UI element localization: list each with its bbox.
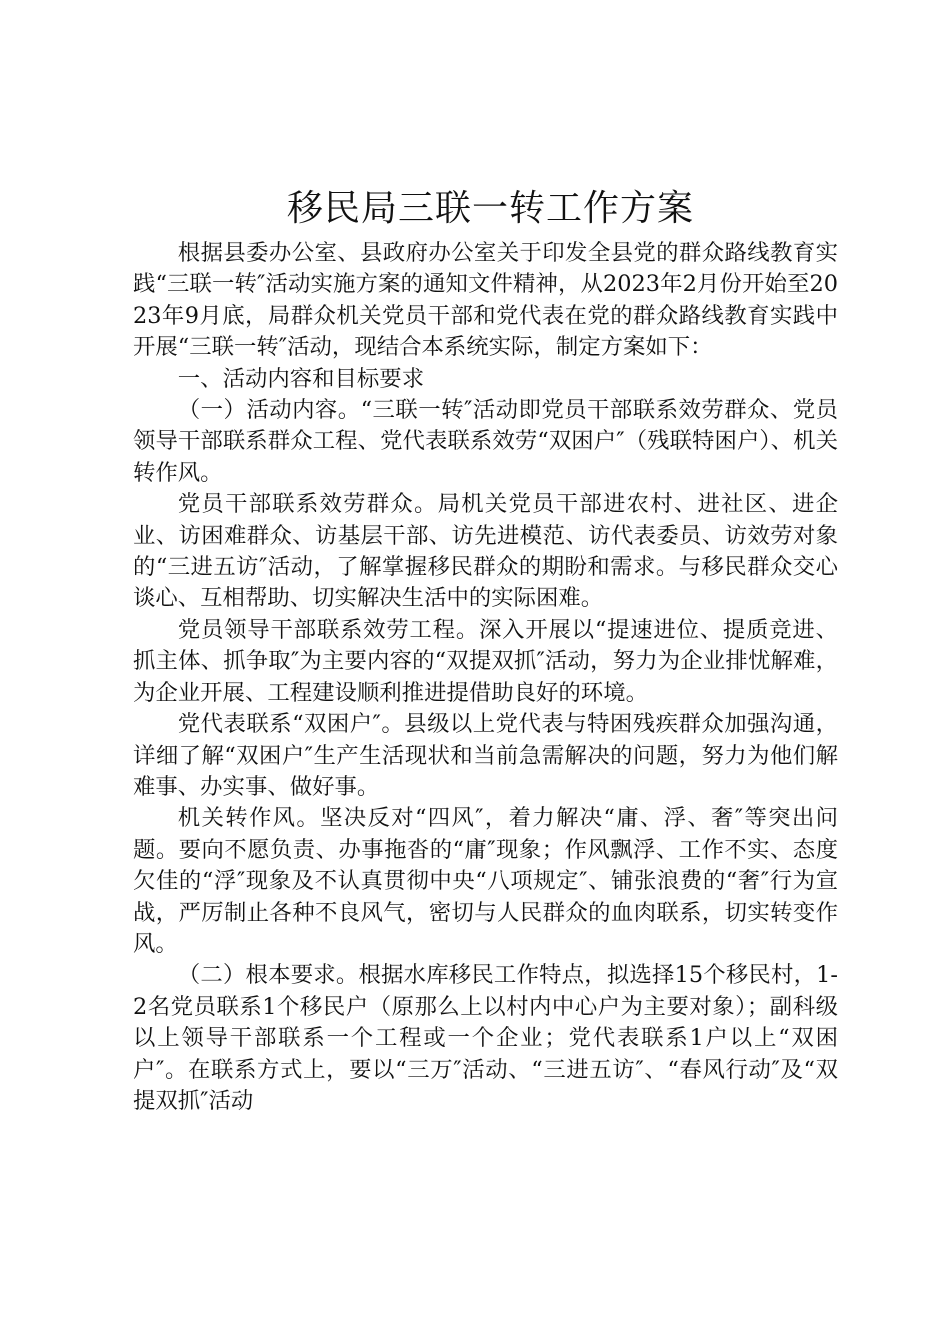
paragraph-work-style: 机关转作风。坚决反对“四风″，着力解决“庸、浮、奢″等突出问题。要向不愿负责、办事拖沓的“庸″现象；作风飘浮、工作不实、态度欠佳的“浮″现象及不认真贯彻中央“八项规定″、铺张浪费的“奢″行为宣战，严厉制止各种不良风气，密切与人民群众的血肉联系，切实转变作风。: [133, 805, 838, 957]
document-title: 移民局三联一转工作方案: [286, 188, 694, 229]
paragraph-basic-requirements: （二）根本要求。根据水库移民工作特点，拟选择15个移民村，1-2名党员联系1个移民户（原那么上以村内中心户为主要对象）；副科级以上领导干部联系一个工程或一个企业；党代表联系1户以上“双困户″。在联系方式上，要以“三万″活动、“三进五访″、“春风行动″及“双提双抓″活动: [133, 962, 838, 1114]
paragraph-serve-projects: 党员领导干部联系效劳工程。深入开展以“提速进位、提质竞进、抓主体、抓争取″为主要内容的“双提双抓″活动，努力为企业排忧解难，为企业开展、工程建设顺利推进提借助良好的环境。: [133, 616, 838, 706]
paragraph-double-hardship: 党代表联系“双困户″。县级以上党代表与特困残疾群众加强沟通，详细了解“双困户″生产生活现状和当前急需解决的问题，努力为他们解难事、办实事、做好事。: [133, 711, 838, 800]
paragraph-activity-content: （一）活动内容。“三联一转″活动即党员干部联系效劳群众、党员领导干部联系群众工程、党代表联系效劳“双困户″（残联特困户）、机关转作风。: [133, 397, 838, 486]
paragraph-intro: 根据县委办公室、县政府办公室关于印发全县党的群众路线教育实践“三联一转″活动实施方案的通知文件精神，从2023年2月份开始至2023年9月底，局群众机关党员干部和党代表在党的群众路线教育实践中开展“三联一转″活动，现结合本系统实际，制定方案如下：: [133, 240, 838, 361]
document-page: [133, 186, 838, 1117]
section-heading-1: 一、活动内容和目标要求: [177, 365, 425, 392]
paragraph-serve-masses: 党员干部联系效劳群众。局机关党员干部进农村、进社区、进企业、访困难群众、访基层干部、访先进模范、访代表委员、访效劳对象的“三进五访″活动，了解掌握移民群众的期盼和需求。与移民群众交心谈心、互相帮助、切实解决生活中的实际困难。: [133, 491, 838, 612]
